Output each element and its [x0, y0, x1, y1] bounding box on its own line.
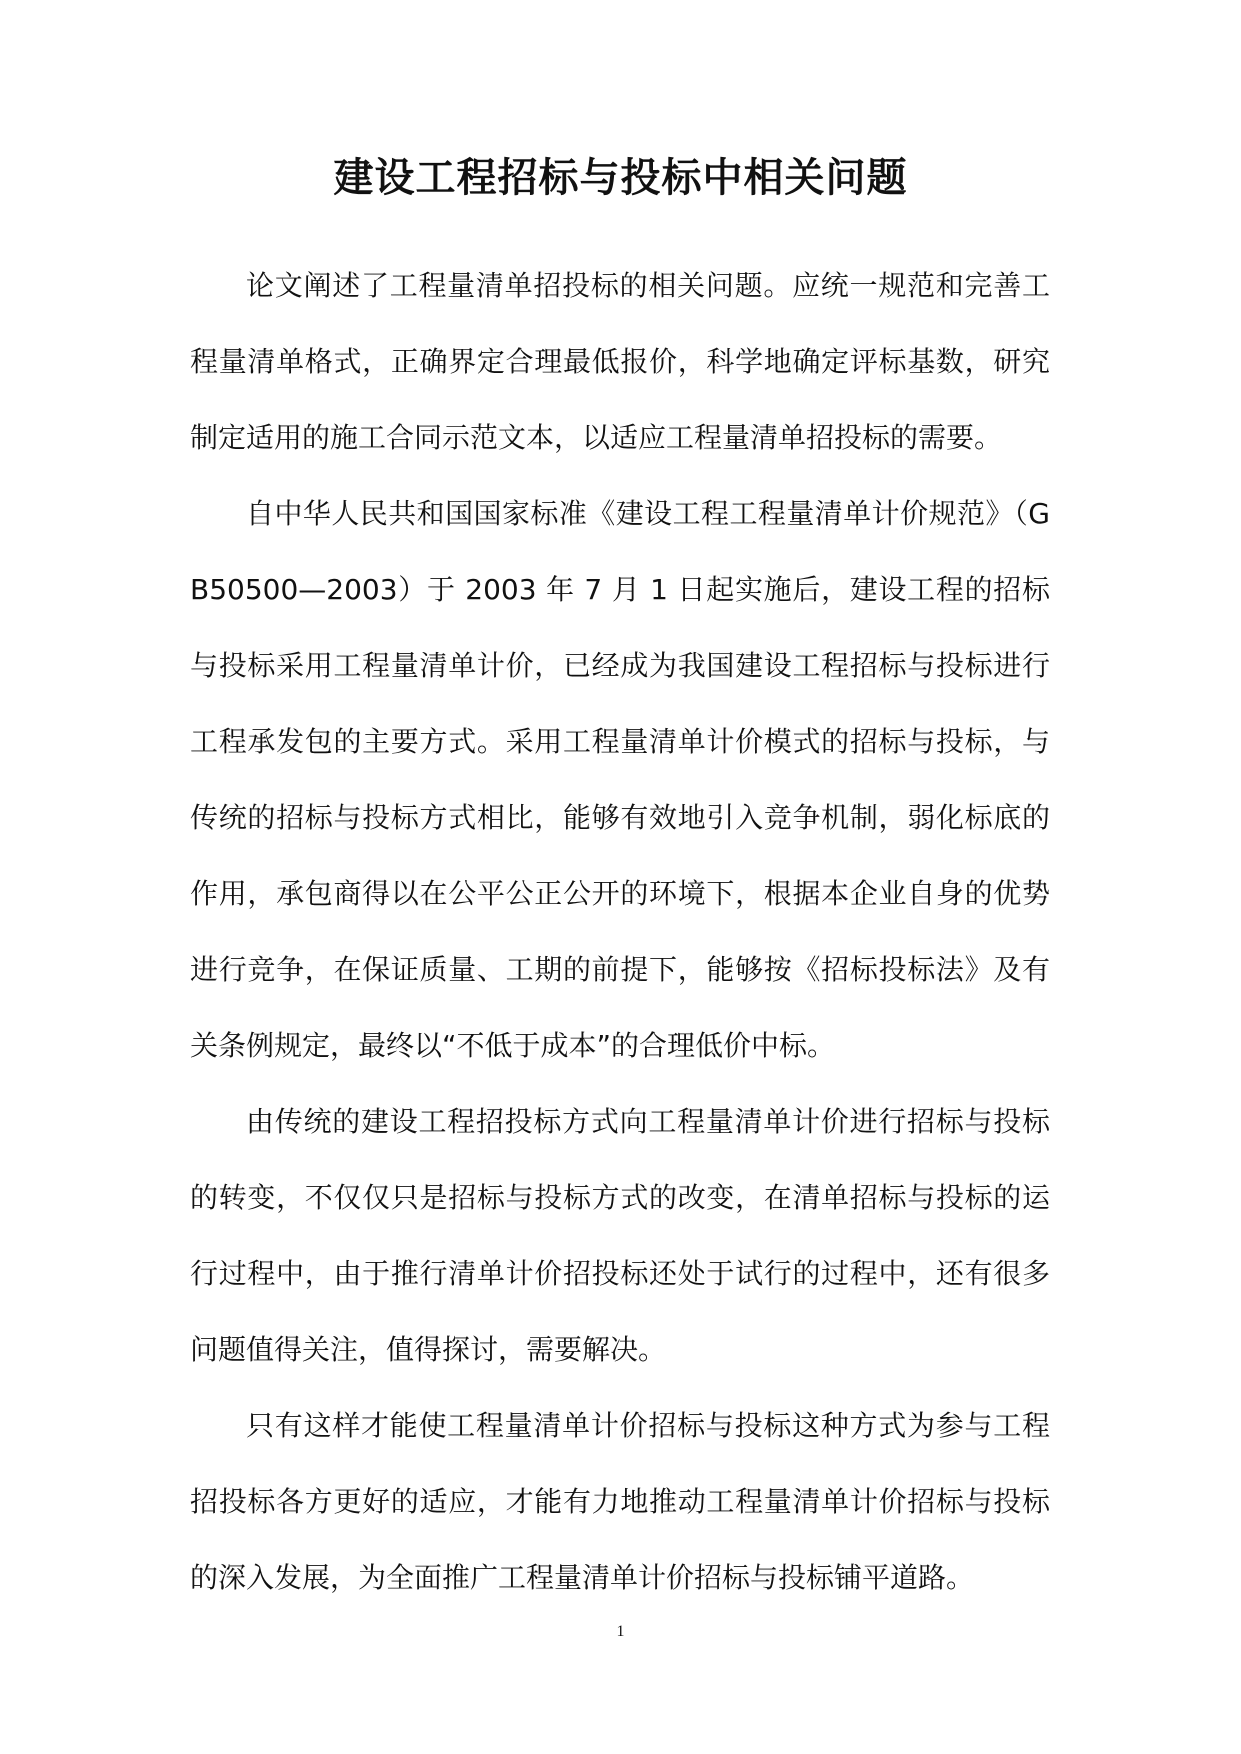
document-title: 建设工程招标与投标中相关问题 — [333, 154, 908, 201]
document-body — [190, 248, 1050, 1616]
paragraph-abstract: 论文阐述了工程量清单招投标的相关问题。应统一规范和完善工程量清单格式，正确界定合理最低报价，科学地确定评标基数，研究制定适用的施工合同示范文本，以适应工程量清单招投标的需要。 — [190, 269, 1050, 454]
page-number: 1 — [616, 1623, 625, 1640]
paragraph-background: 自中华人民共和国国家标准《建设工程工程量清单计价规范》（GB50500—2003）于 2003 年 7 月 1 日起实施后，建设工程的招标与投标采用工程量清单计价，已经成为我国建设工程招标与投标进行工程承发包的主要方式。采用工程量清单计价模式的招标与投标，与传统的招标与投标方式相比，能够有效地引入竞争机制，弱化标底的作用，承包商得以在公平公正公开的环境下，根据本企业自身的优势进行竞争，在保证质量、工期的前提下，能够按《招标投标法》及有关条例规定，最终以“不低于成本”的合理低价中标。 — [190, 497, 1050, 1062]
paragraph-conclusion: 只有这样才能使工程量清单计价招标与投标这种方式为参与工程招投标各方更好的适应，才能有力地推动工程量清单计价招标与投标的深入发展，为全面推广工程量清单计价招标与投标铺平道路。 — [190, 1409, 1050, 1594]
paragraph-transition: 由传统的建设工程招投标方式向工程量清单计价进行招标与投标的转变，不仅仅只是招标与投标方式的改变，在清单招标与投标的运行过程中，由于推行清单计价招投标还处于试行的过程中，还有很多问题值得关注，值得探讨，需要解决。 — [190, 1105, 1050, 1366]
